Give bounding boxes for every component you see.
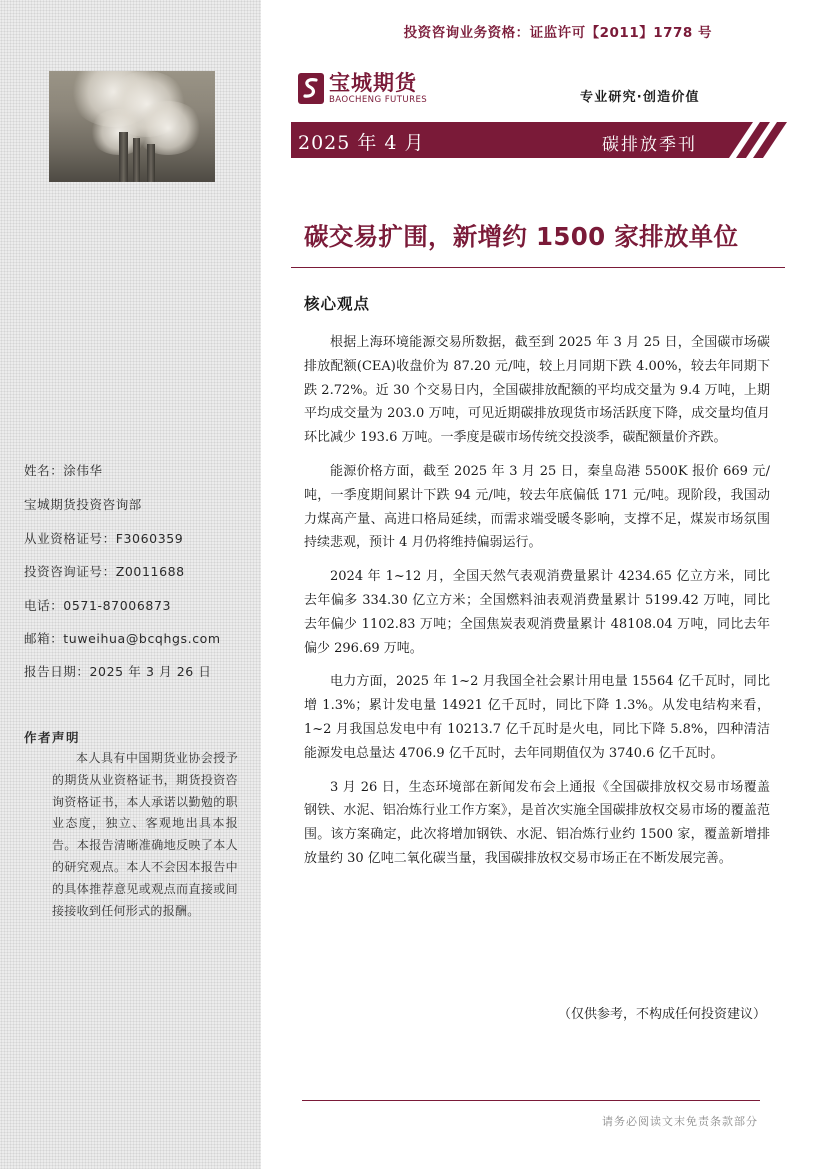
- author-name: 姓名：涂伟华: [24, 463, 103, 478]
- declaration-text: [52, 748, 238, 922]
- baocheng-logo-icon: [297, 72, 325, 105]
- author-qualification: 从业资格证号：F3060359: [24, 531, 184, 546]
- investment-disclaimer: （仅供参考，不构成任何投资建议）: [557, 1007, 766, 1022]
- logo-chinese-name: 宝城期货: [329, 70, 417, 95]
- report-body: [304, 331, 770, 881]
- report-type: 碳排放季刊: [602, 135, 697, 155]
- author-department: 宝城期货投资咨询部: [24, 497, 142, 512]
- author-phone: 电话：0571-87006873: [24, 598, 172, 613]
- footer-divider: [302, 1100, 760, 1101]
- author-email: 邮箱：tuweihua@bcqhgs.com: [24, 631, 221, 646]
- footer-note: 请务必阅读文末免责条款部分: [602, 1115, 758, 1128]
- cover-photo-smokestacks: [49, 71, 215, 182]
- page-title: 碳交易扩围，新增约 1500 家排放单位: [304, 222, 739, 251]
- declaration-title: 作者声明: [24, 730, 81, 745]
- issue-date: 2025 年 4 月: [298, 132, 425, 154]
- title-divider: [291, 267, 785, 268]
- logo-english-name: BAOCHENG FUTURES: [329, 95, 428, 105]
- brand-logo: [297, 72, 427, 105]
- author-consult-cert: 投资咨询证号：Z0011688: [24, 564, 185, 579]
- title-band: [291, 122, 801, 158]
- sidebar: [0, 0, 261, 1169]
- paragraph-policy: 3 月 26 日，生态环境部在新闻发布会上通报《全国碳排放权交易市场覆盖钢铁、水泥、铝冶炼行业工作方案》，是首次实施全国碳排放权交易市场的覆盖范围。该方案确定，此次将增加钢铁、水泥、铝冶炼行业约 1500 家，覆盖新增排放量约 30 亿吨二氧化碳当量，我国碳排放权交易市场正在不断发展完善。: [304, 779, 770, 866]
- paragraph-consumption: 2024 年 1~12 月，全国天然气表观消费量累计 4234.65 亿立方米，同比去年偏多 334.30 亿立方米；全国燃料油表观消费量累计 5199.42 万吨，同比去年偏少 1102.83 万吨；全国焦炭表观消费量累计 48108.04 万吨，同比去年偏少 296.69 万吨。: [304, 569, 770, 656]
- slogan: 专业研究·创造价值: [580, 90, 700, 105]
- paragraph-carbon-price: 根据上海环境能源交易所数据，截至到 2025 年 3 月 25 日，全国碳市场碳排放配额(CEA)收盘价为 87.20 元/吨，较上月同期下跌 4.00%，较去年同期下跌 2.72%。近 30 个交易日内，全国碳排放配额的平均成交量为 9.4 万吨，上期平均成交量为 203.0 万吨，可见近期碳排放现货市场活跃度下降，成交量均值月环比减少 193.6 万吨。一季度是碳市场传统交投淡季，碳配额量价齐跌。: [304, 335, 770, 446]
- declaration-body: 本人具有中国期货业协会授予的期货从业资格证书，期货投资咨询资格证书，本人承诺以勤勉的职业态度，独立、客观地出具本报告。本报告清晰准确地反映了本人的研究观点。本人不会因本报告中的具体推荐意见或观点而直接或间接接收到任何形式的报酬。: [52, 751, 238, 918]
- certification-line: 投资咨询业务资格：证监许可【2011】1778 号: [403, 25, 712, 41]
- report-date: 报告日期：2025 年 3 月 26 日: [24, 664, 212, 679]
- paragraph-energy-price: 能源价格方面，截至 2025 年 3 月 25 日，秦皇岛港 5500K 报价 669 元/吨，一季度期间累计下跌 94 元/吨，较去年底偏低 171 元/吨。现阶段，我国动力煤高产量、高进口格局延续，而需求端受暖冬影响，支撑不足，煤炭市场氛围持续悲观，预计 4 月仍将维持偏弱运行。: [304, 463, 770, 551]
- paragraph-electricity: 电力方面，2025 年 1~2 月我国全社会累计用电量 15564 亿千瓦时，同比增 1.3%；累计发电量 14921 亿千瓦时，同比下降 1.3%。从发电结构来看，1~2 月我国总发电中有 10213.7 亿千瓦时是火电，同比下降 5.8%，四种清洁能源发电总量达 4706.9 亿千瓦时，去年同期值仅为 3740.6 亿千瓦时。: [304, 674, 770, 761]
- section-title: 核心观点: [304, 295, 371, 313]
